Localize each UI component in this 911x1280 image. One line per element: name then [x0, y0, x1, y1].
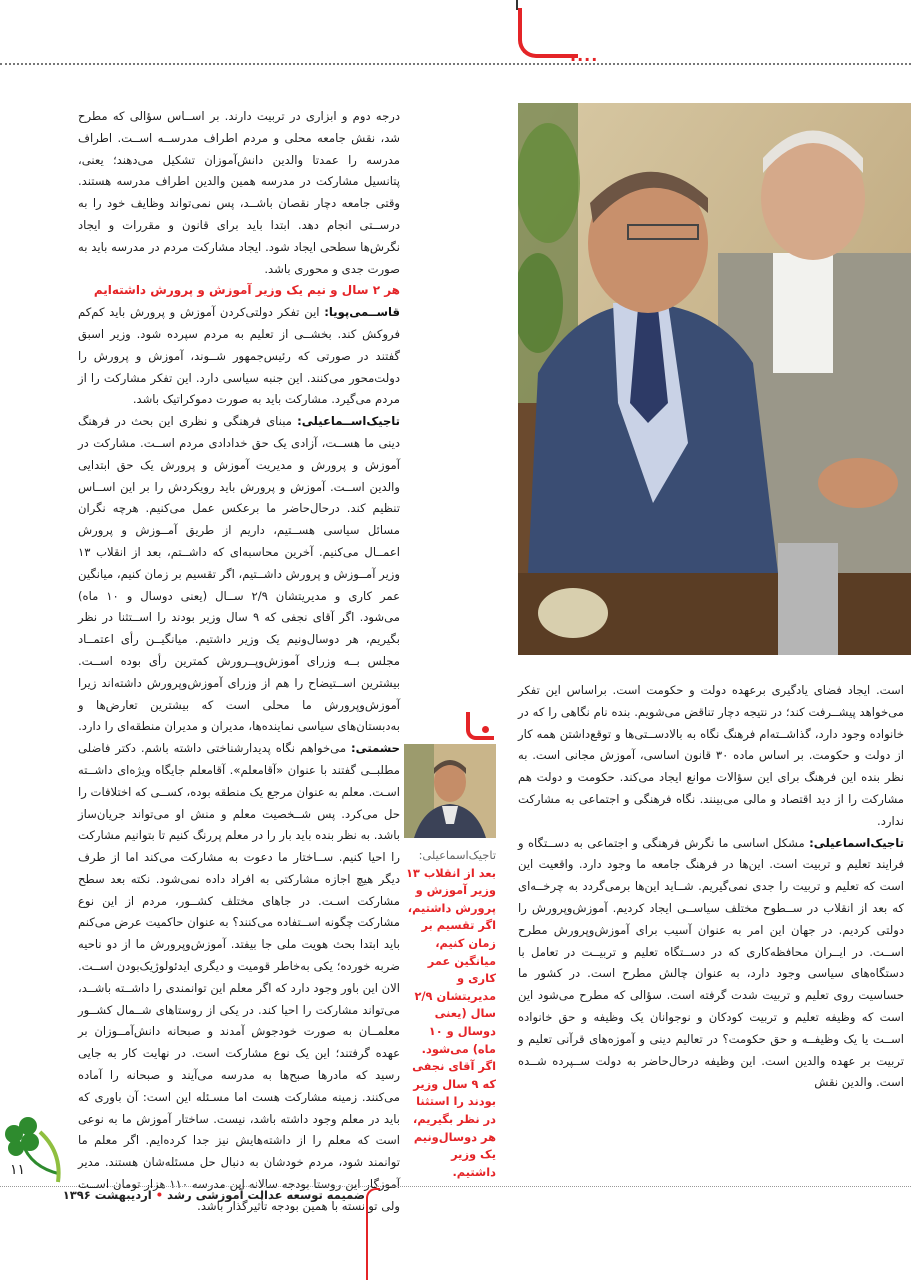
left-article-column [78, 106, 400, 1218]
right-article-column [518, 680, 904, 1094]
quote-ornament [466, 712, 494, 740]
speaker-portrait [404, 744, 496, 838]
footer-date: اردیبهشت ۱۳۹۶ [62, 1188, 152, 1202]
footer-brand: رشد [167, 1188, 192, 1202]
footer-divider [0, 1186, 911, 1187]
footer-ornament [366, 1188, 380, 1280]
paragraph: درجه دوم و ابزاری در تربیت دارند. بر اســاس سؤالی که مطرح شد، نقش جامعه محلی و مردم اطراف مدرســه اســت. اطراف مدرسه را عمدتا والدین دانش‌آموزان تشکیل می‌دهند؛ یعنی، پتانسیل مشارکت در مدرسه همین والدین اطراف مدرسه هستند. وقتی جامعه دچار نقصان باشــد، پس نمی‌تواند وظایف خود را به درســتی انجام دهد. ابتدا باید برای قانون و مقررات و ایجاد نگرش‌ها سطحی ایجاد شود. ایجاد مشارکت مردم در مدرسه باید به صورت جدی و محوری باشد. [78, 109, 400, 276]
footer-bullet: • [155, 1188, 164, 1202]
quote-ornament-dot [482, 726, 489, 733]
footer-publication-info [62, 1188, 365, 1202]
header-divider [0, 63, 911, 65]
speaker-name: حشمتی: [350, 741, 400, 756]
pull-quote-text: بعد از انقلاب ۱۳ وزیر آموزش و پرورش داشتیم، اگر تقسیم بر زمان کنیم، میانگین عمر کاری و مدیریتشان ۲/۹ سال (یعنی دوسال و ۱۰ ماه) می‌شود. اگر آقای نجفی که ۹ سال وزیر بودند را استثنا در نظر بگیریم، هر دوسال‌ونیم یک وزیر داشتیم. [405, 865, 496, 1179]
paragraph: قاســمی‌پویا: این تفکر دولتی‌کردن آموزش و پرورش باید کم‌کم فروکش کند. بخشــی از تعلیم به مردم سپرده شود. وزیر اسبق گفتند در صورتی که رئیس‌جمهور شــوند، آموزش و پرورش را دولت‌محور می‌کنند. این جنبه سیاسی دارد. این تفکر مشارکت را از مردم می‌گیرد. مشارکت باید به صورت دموکراتیک باشد. [78, 305, 400, 407]
speaker-name: تاجیک‌اســماعیلی: [297, 414, 400, 429]
pull-quote [404, 847, 496, 1181]
interview-photo [518, 103, 911, 655]
paragraph: تاجیک‌اســماعیلی: مبنای فرهنگی و نظری این بحث در فرهنگ دینی ما هســت، آزادی یک حق خدادادی مردم اســت. مشارکت در آموزش و پرورش و مدیریت آموزش و پرورش یک حق ابتدایی والدین اســت. آموزش و پرورش باید رویکردش را بر این اســاس تنظیم کند. درحال‌حاضر ما برعکس عمل می‌کنیم. هرچه نگران مسائل سیاسی هســتیم، داریم از طریق آمــوزش و پرورش اعمــال می‌کنیم. آخرین محاسبه‌ای که داشــتم، بعد از انقلاب ۱۳ وزیر آمــوزش و پرورش داشــتیم، اگر تقسیم بر زمان کنیم، میانگین عمر کاری و مدیریتشان ۲/۹ ســال (یعنی دوسال و ۱۰ ماه) می‌شود. اگر آقای نجفی که ۹ سال وزیر بودند را اســتثنا در نظر بگیریم، هر دوسال‌ونیم یک وزیر داشتیم. میانگیــن رأی اعتمــاد مجلس بــه وزرای آموزش‌وپــرورش کمترین رأی بوده اســت. بیشترین اســتیضاح را هم از وزرای آموزش‌وپرورش داشته‌اند زیرا آموزش‌وپرورش ما محلی است که بیشترین تعارض‌ها و به‌دبستان‌های سیاسی نماینده‌ها، مدیران و مدیران منطقه‌ای را دارد. [78, 414, 401, 734]
clover-logo-icon [0, 1112, 70, 1192]
paragraph: تاجیک‌اسماعیلی: مشکل اساسی ما نگرش فرهنگی و اجتماعی به دســتگاه و فرایند تعلیم و تربیت است. این‌ها در فرهنگ جامعه ما وجود دارد. واقعیت این است که تعلیم و تربیت را جدی نمی‌گیریم. شــاید این‌ها برمی‌گردد به چرخــه‌ای که بعد از انقلاب در ســطوح مختلف سیاســی ایجاد کردیم. آموزش‌وپرورش را دولتی کردیم. در جهان این امر به عنوان آسیب برای آموزش‌وپرورش مطرح اســت. در ایــران محافظه‌کاری که در دســتگاه تعلیم و تربیــت در تعامل با دستگاه‌های سیاسی وجود دارد، به عنوان چالش مطرح است. در کشور ما حساسیت روی تعلیم و تربیت شدت گرفته است. سؤالی که مطرح می‌شود این است که وظیفه تعلیم و تربیت کودکان و نوجوانان یک وظیفه و حق خانواده اســت یا یک وظیفــه و حق حکومت؟ در تعالیم دینی و آموزه‌های قرآنی تعلیم و تربیت بر عهده والدین است. این وظیفه درحال‌حاضر به دولت ســپرده شــده است. والدین نقش [518, 835, 904, 1090]
paragraph: حشمتی: می‌خواهم نگاه پدیدارشناختی داشته باشم. دکتر فاضلی مطلبــی گفتند با عنوان «آقامعلم». آقامعلم جایگاه ویژه‌ای داشــته اسـت. معلم به عنوان مرجع یک منطقه بوده، کســی که اختلافات را حل می‌کرد. پس شــخصیت معلم و منش او می‌تواند جریان‌ساز باشد. به نظر بنده باید بار را در معلم پررنگ کنیم تا بتوانیم مشارکت را احیا کنیم. ســاختار ما دعوت به مشارکت می‌کند اما از طرف دیگر هیچ اجازه مشارکتی به افراد داده نمی‌شود. نکته بعد سطح مشارکت اسـت. در جاهای مختلف کشــور، مردم از این نوع مشارکت چگونه اســتفاده می‌کنند؟ به عنوان حاکمیت عرض می‌کنم باید ابتدا بحث هویت ملی جا بیفتد. آموزش‌وپرورش ما از دو ناحیه ضربه خورده؛ یکی به‌خاطر قومیت و دیگری ایدئولوژیک‌بودن اســت. الان این باور وجود دارد که اگر معلم این توانمندی را داشــته باشــد، می‌تواند مشارکت را احیا کند. در یکی از روستاهای شــمال کشــور معلمــان به صورت خودجوش آمدند و صبحانه دانش‌آمــوزان بر عهده گرفتند؛ این یک نوع مشارکت است. در نهایت کار به جایی رسید که مادرها صبح‌ها به مدرسه می‌آیند و صبحانه را آماده می‌کنند. زمینه مشارکت هست اما مسـئله این است: آن باوری که باید در معلم وجود داشته باشد، نیست. ساختار آموزش ما به نوعی است که معلم را از داشته‌هایش نیز جدا کرده‌ایم. اگر معلم ما توانمند شود، مردم خودشان به دنبال حل مسئله‌شان هستند. مدیر آموزگار این روستا بودجه سالانه این مدرسه ۱۱۰ هزار تومان اســت ولی توانسته با همین بودجه تأثیرگذار باشد. [78, 741, 400, 1213]
section-subheading: هر ۲ سال و نیم یک وزیر آموزش و پرورش داشته‌ایم [93, 283, 400, 298]
page-number: ۱۱ [10, 1162, 26, 1178]
pull-quote-speaker: تاجیک‌اسماعیلی: [418, 848, 496, 862]
paragraph: است. ایجاد فضای یادگیری برعهده دولت و حکومت است. براساس این تفکر می‌خواهد پیشــرفت کند؛ در نتیجه دچار تناقض می‌شویم. بنده نام نگاهی را که در خانواده وجود دارد، گذاشــته‌ام فرهنگ نگاه به بالادســتی‌ها و توقع‌داشتن همه کار از دولت و حکومت. بر اساس ماده ۳۰ قانون اساسی، آموزش مجانی است. به نظر بنده این فرهنگ برای این سؤالات موانع ایجاد می‌کند. حکومت و دولت هم مشارکت را از دید اقتصاد و مالی می‌بینند. نگاه فرهنگی و اجتماعی به مشارکت ندارد. [518, 683, 904, 828]
footer-publication: ضمیمه توسعه عدالت آموزشی [195, 1188, 365, 1202]
header-ornament [518, 8, 578, 58]
speaker-name: تاجیک‌اسماعیلی: [809, 835, 904, 850]
header-dots: .... [570, 46, 599, 65]
speaker-name: قاســمی‌پویا: [324, 305, 400, 320]
